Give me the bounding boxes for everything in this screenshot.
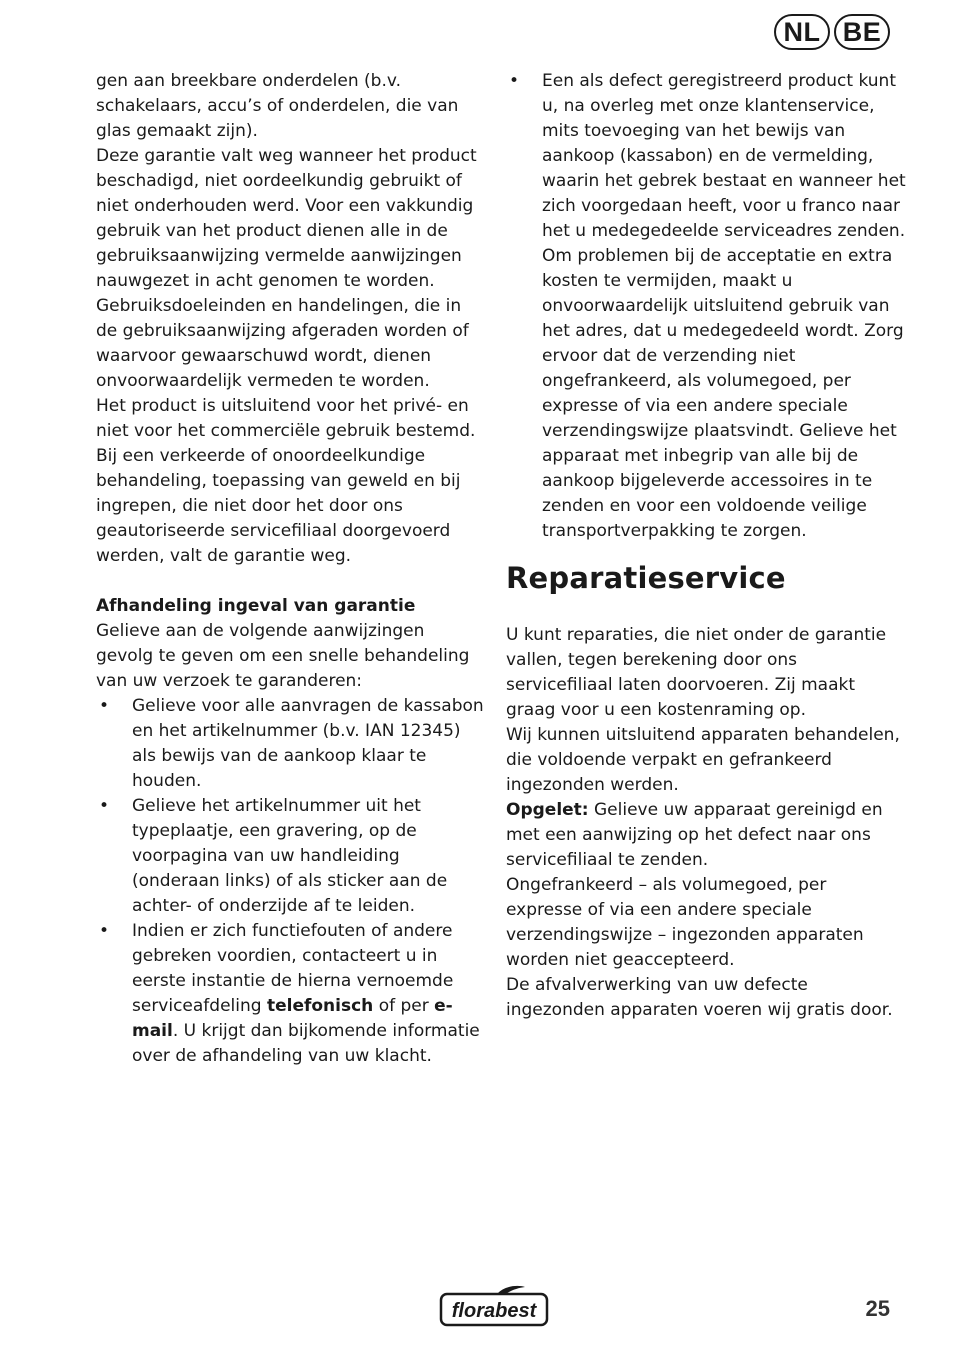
lang-badge-nl: NL [774, 14, 830, 50]
list-item [96, 919, 486, 1069]
logo-text: florabest [451, 1300, 537, 1322]
warning-label: Opgelet: [506, 800, 589, 820]
paragraph: gen aan breekbare onderdelen (b.v. schakelaars, accu’s of onderdelen, die van glas gemaakt zijn). [96, 71, 459, 141]
left-column [96, 69, 486, 1069]
page-number: 25 [865, 1296, 890, 1321]
bullet-list [506, 69, 906, 544]
paragraph: Gelieve aan de volgende aanwijzingen gevolg te geven om een snelle behandeling van uw verzoek te garanderen: [96, 621, 470, 691]
paragraph: Ongefrankeerd – als volumegoed, per expresse of via een andere speciale verzendingswijze – ingezonden apparaten worden niet geaccepteerd. [506, 875, 864, 970]
list-item: • Gelieve het artikelnummer uit het typeplaatje, een gravering, op de voorpagina van uw handleiding (onderaan links) of als sticker aan de achter- of onderzijde af te leiden. [96, 794, 486, 919]
paragraph: Het product is uitsluitend voor het privé- en niet voor het commerciële gebruik bestemd. Bij een verkeerde of onoordeelkundige behandeling, toepassing van geweld en bij ingrepen, die niet door het door ons geautoriseerde servicefiliaal doorgevoerd werden, valt de garantie weg. [96, 396, 476, 566]
spacer [96, 569, 486, 594]
paragraph: Wij kunnen uitsluitend apparaten behandelen, die voldoende verpakt en gefrankeerd ingezonden werden. [506, 725, 900, 795]
paragraph: Deze garantie valt weg wanneer het product beschadigd, niet oordeelkundig gebruikt of niet onderhouden werd. Voor een vakkundig gebruik van het product dienen alle in de gebruiksaanwijzing vermelde aanwijzingen nauwgezet in acht genomen te worden. Gebruiksdoeleinden en handelingen, die in de gebruiksaanwijzing afgeraden worden of waarvoor gewaarschuwd wordt, dienen onvoorwaardelijk vermeden te worden. [96, 146, 477, 391]
list-item: • Gelieve voor alle aanvragen de kassabon en het artikelnummer (b.v. IAN 12345) als bewijs van de aankoop klaar te houden. [96, 694, 486, 794]
emphasis-telefonisch: telefonisch [266, 996, 374, 1016]
paragraph-text: Gelieve uw apparaat gereinigd en met een aanwijzing op het defect naar ons servicefiliaal te zenden. [506, 800, 883, 870]
list-text: Indien er zich functiefouten of andere gebreken voordien, contacteert u in eerste instantie de hierna vernoemde serviceafdeling [132, 921, 454, 1016]
list-item: • Een als defect geregistreerd product kunt u, na overleg met onze klantenservice, mits toevoeging van het bewijs van aankoop (kassabon) en de vermelding, waarin het gebrek bestaat en wanneer het zich voorgedaan heeft, voor u franco naar het u medegedeelde serviceadres zenden. Om problemen bij de acceptatie en extra kosten te vermijden, maakt u onvoorwaardelijk uitsluitend gebruik van het adres, dat u medegedeeld wordt. Zorg ervoor dat de verzending niet ongefrankeerd, als volumegoed, per expresse of via een andere speciale verzendingswijze plaatsvindt. Gelieve het apparaat met inbegrip van alle bij de aankoop bijgeleverde accessoires in te zenden en voor een voldoende veilige transportverpakking te zorgen. [506, 69, 906, 544]
section-heading: Afhandeling ingeval van garantie [96, 596, 416, 616]
section-title: Reparatieservice [506, 561, 786, 595]
list-text: . U krijgt dan bijkomende informatie over de afhandeling van uw klacht. [132, 1021, 480, 1066]
list-text: of per [373, 996, 435, 1016]
florabest-logo [439, 1283, 549, 1327]
paragraph: De afvalverwerking van uw defecte ingezonden apparaten voeren wij gratis door. [506, 975, 893, 1020]
paragraph: U kunt reparaties, die niet onder de garantie vallen, tegen berekening door ons servicefiliaal laten doorvoeren. Zij maakt graag voor u een kostenraming op. [506, 625, 887, 720]
language-badges [774, 14, 890, 50]
paragraph [506, 798, 906, 873]
emphasis-email: e-mail [132, 996, 453, 1041]
right-column [506, 69, 906, 1023]
bullet-list [96, 694, 486, 1069]
lang-badge-be: BE [834, 14, 890, 50]
